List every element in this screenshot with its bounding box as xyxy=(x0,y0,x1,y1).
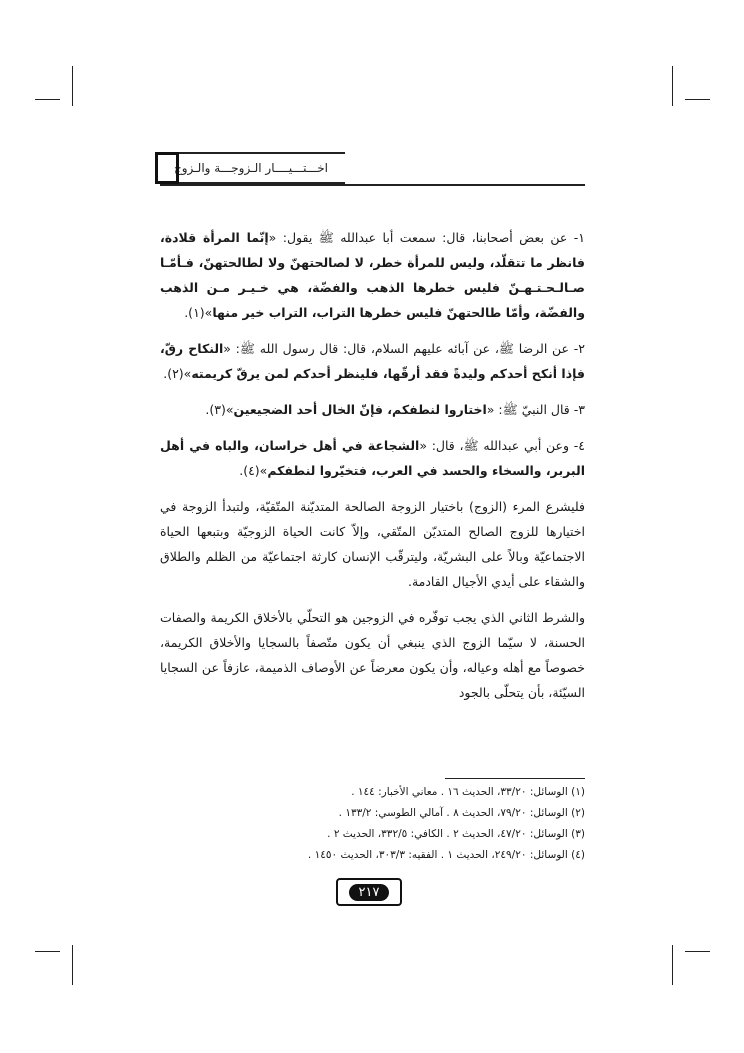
paragraph: ٤- وعن أبي عبدالله ﷺ، قال: «الشجاعة في أهل خراسان، والباه في أهل البربر، والسخاء والحسد في العرب، فتخيّروا لنطفكم»(٤). xyxy=(160,438,585,478)
crop-mark xyxy=(72,945,73,985)
crop-mark xyxy=(685,99,710,100)
header-title: اخـــتـــيــــار الـزوجـــة والـزوج xyxy=(174,161,329,175)
crop-mark xyxy=(672,945,673,985)
paragraph: ٢- عن الرضا ﷺ، عن آبائه عليهم السلام، قال: قال رسول الله ﷺ: «النكاح رقّ، فإذا أنكح أحدكم وليدةً فقد أرقّها، فلينظر أحدكم لمن يرقّ كريمته»(٢). xyxy=(160,341,585,381)
page-number-box xyxy=(336,878,402,906)
header-ornament xyxy=(155,152,179,184)
paragraph: فليشرع المرء (الزوج) باختيار الزوجة الصالحة المتديّنة المتّقيّة، ولتبدأ الزوجة في اختيارها للزوج الصالح المتديّن المتّقي، وإلاّ كانت الحياة الزوجيّة وبتبعها الحياة الاجتماعيّة وبالاً على البشريّة، وليترقّب الإنسان كارثة اجتماعيّة من الظلم والطلاق والشقاء على أيدي الأجيال القادمة. xyxy=(160,499,585,589)
footnote: (٤) الوسائل: ٢٤٩/٢٠، الحديث ١ . الفقيه: ٣٠٣/٣، الحديث ١٤٥٠ . xyxy=(307,849,585,861)
crop-mark xyxy=(72,66,73,106)
body-text xyxy=(160,225,585,716)
footnote-rule xyxy=(445,778,585,779)
crop-mark xyxy=(685,951,710,952)
page-number: ٢١٧ xyxy=(349,884,390,901)
running-header xyxy=(155,152,345,184)
footnote: (٢) الوسائل: ٧٩/٢٠، الحديث ٨ . آمالي الطوسي: ١٣٣/٢ . xyxy=(338,807,585,819)
crop-mark xyxy=(672,66,673,106)
footnotes xyxy=(160,782,585,866)
footnote: (٣) الوسائل: ٤٧/٢٠، الحديث ٢ . الكافي: ٣٣٢/٥، الحديث ٢ . xyxy=(327,828,585,840)
crop-mark xyxy=(35,951,60,952)
paragraph: والشرط الثاني الذي يجب توفّره في الزوجين هو التحلّي بالأخلاق الكريمة والصفات الحسنة، لا سيّما الزوج الذي ينبغي أن يكون متّصفاً بالسجايا والأخلاق الكريمة، خصوصاً مع أهله وعياله، وأن يكون معرضاً عن الأوصاف الذميمة، عازفاً عن السجايا السيّئة، بأن يتحلّى بالجود xyxy=(160,610,585,700)
paragraph: ٣- قال النبيّ ﷺ: «اختاروا لنطفكم، فإنّ الخال أحد الضجيعين»(٣). xyxy=(205,402,585,417)
footnote: (١) الوسائل: ٣٣/٢٠، الحديث ١٦ . معاني الأخبار: ١٤٤ . xyxy=(351,786,585,798)
paragraph: ١- عن بعض أصحابنا، قال: سمعت أبا عبدالله ﷺ يقول: «إنّما المرأة قلادة، فانظر ما تتقلّد، وليس للمرأة خطر، لا لصالحتهنّ ولا لطالحتهنّ، فـأمّـا صـالـحـتـهـنّ فليس خطرها الذهب والفضّة، هي خـيـر مـن الذهب والفضّة، وأمّا طالحتهنّ فليس خطرها التراب، التراب خير منها»(١). xyxy=(160,230,585,320)
crop-mark xyxy=(35,99,60,100)
